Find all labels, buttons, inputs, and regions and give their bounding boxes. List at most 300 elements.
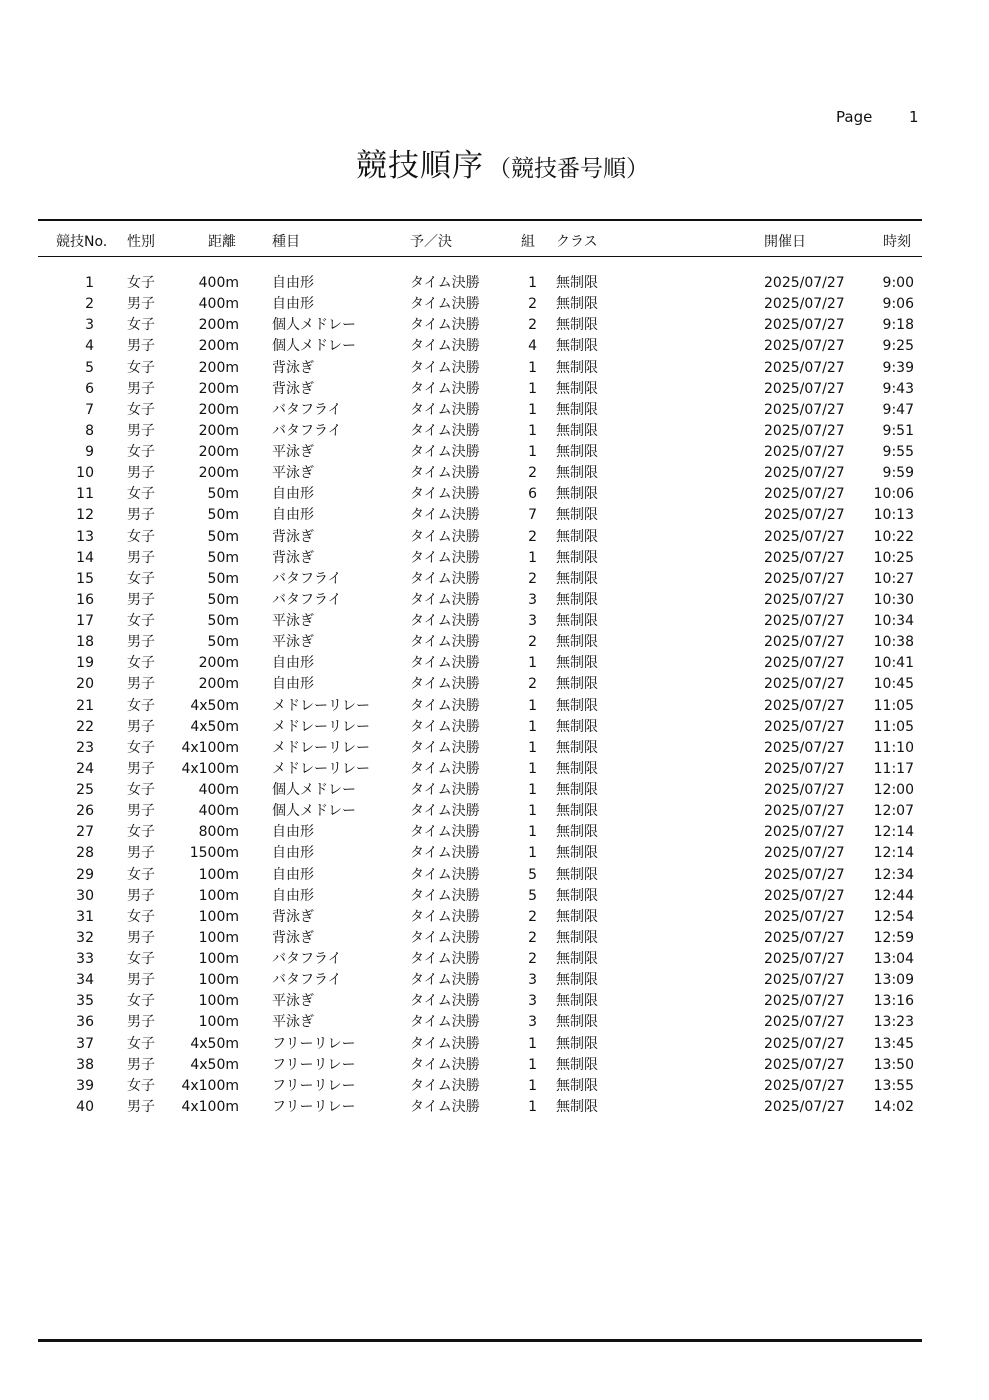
cell-time: 12:54 <box>873 908 914 925</box>
cell-time: 10:13 <box>873 507 914 524</box>
cell-distance: 50m <box>207 507 239 524</box>
cell-time: 10:25 <box>873 549 914 566</box>
cell-time: 9:47 <box>882 401 914 418</box>
cell-distance: 200m <box>198 422 239 439</box>
cell-sex: 男子 <box>127 634 155 651</box>
cell-class: 無制限 <box>556 275 598 291</box>
cell-distance: 1500m <box>189 845 239 862</box>
cell-event: 自由形 <box>272 275 314 291</box>
cell-sex: 女子 <box>127 275 155 291</box>
cell-class: 無制限 <box>556 359 598 376</box>
cell-date: 2025/07/27 <box>764 359 845 376</box>
table-row <box>0 569 989 590</box>
cell-time: 13:09 <box>873 972 914 989</box>
title-sub: （競技番号順） <box>488 156 649 182</box>
cell-sex: 女子 <box>127 359 155 376</box>
cell-round: タイム決勝 <box>410 782 480 798</box>
cell-group: 1 <box>528 718 537 735</box>
cell-sex: 男子 <box>127 549 155 566</box>
cell-no: 2 <box>85 296 94 313</box>
cell-sex: 女子 <box>127 613 155 629</box>
cell-time: 10:22 <box>873 528 914 545</box>
table-row <box>0 1034 989 1055</box>
cell-distance: 400m <box>198 296 239 313</box>
cell-round: タイム決勝 <box>410 422 480 439</box>
cell-class: 無制限 <box>556 866 598 883</box>
cell-distance: 4x50m <box>190 1056 239 1073</box>
cell-class: 無制限 <box>556 422 598 439</box>
cell-distance: 50m <box>207 549 239 566</box>
cell-class: 無制限 <box>556 296 598 313</box>
cell-sex: 男子 <box>127 1098 155 1115</box>
cell-sex: 女子 <box>127 317 155 334</box>
cell-class: 無制限 <box>556 824 598 841</box>
header-date: 開催日 <box>764 234 806 250</box>
cell-time: 11:10 <box>873 739 914 756</box>
cell-no: 33 <box>76 951 94 967</box>
header-round: 予／決 <box>410 234 452 250</box>
cell-distance: 200m <box>198 317 239 334</box>
cell-class: 無制限 <box>556 972 598 989</box>
cell-event: 個人メドレー <box>272 338 356 355</box>
cell-no: 18 <box>76 634 94 651</box>
table-row <box>0 400 989 421</box>
cell-no: 35 <box>76 993 94 1010</box>
cell-round: タイム決勝 <box>410 1035 480 1052</box>
cell-no: 28 <box>76 845 94 862</box>
top-rule <box>38 219 922 221</box>
cell-round: タイム決勝 <box>410 1014 480 1031</box>
cell-sex: 女子 <box>127 993 155 1010</box>
cell-round: タイム決勝 <box>410 507 480 524</box>
cell-round: タイム決勝 <box>410 866 480 883</box>
cell-distance: 200m <box>198 465 239 482</box>
cell-round: タイム決勝 <box>410 676 480 693</box>
cell-no: 25 <box>76 782 94 798</box>
cell-round: タイム決勝 <box>410 1098 480 1115</box>
cell-date: 2025/07/27 <box>764 401 845 418</box>
cell-date: 2025/07/27 <box>764 866 845 883</box>
cell-event: 背泳ぎ <box>272 908 314 925</box>
cell-distance: 800m <box>198 824 239 841</box>
cell-date: 2025/07/27 <box>764 613 845 629</box>
table-row <box>0 421 989 442</box>
cell-class: 無制限 <box>556 760 598 777</box>
table-row <box>0 463 989 484</box>
cell-no: 1 <box>85 275 94 291</box>
cell-distance: 50m <box>207 528 239 545</box>
cell-group: 1 <box>528 359 537 376</box>
cell-date: 2025/07/27 <box>764 444 845 460</box>
cell-time: 9:51 <box>882 422 914 439</box>
table-row <box>0 928 989 949</box>
cell-class: 無制限 <box>556 803 598 820</box>
cell-sex: 男子 <box>127 1056 155 1073</box>
table-row <box>0 949 989 970</box>
cell-group: 1 <box>528 549 537 566</box>
header-group: 組 <box>521 234 535 250</box>
cell-date: 2025/07/27 <box>764 549 845 566</box>
table-row <box>0 717 989 738</box>
cell-event: バタフライ <box>272 422 342 439</box>
cell-class: 無制限 <box>556 1077 598 1094</box>
table-row <box>0 865 989 886</box>
cell-round: タイム決勝 <box>410 887 480 904</box>
cell-group: 3 <box>528 1014 537 1031</box>
cell-distance: 100m <box>198 972 239 989</box>
cell-date: 2025/07/27 <box>764 465 845 482</box>
cell-class: 無制限 <box>556 697 598 714</box>
table-row <box>0 759 989 780</box>
cell-no: 20 <box>76 676 94 693</box>
cell-event: メドレーリレー <box>272 760 370 777</box>
cell-date: 2025/07/27 <box>764 1035 845 1052</box>
cell-class: 無制限 <box>556 908 598 925</box>
cell-group: 1 <box>528 444 537 460</box>
cell-class: 無制限 <box>556 444 598 460</box>
cell-date: 2025/07/27 <box>764 486 845 503</box>
cell-event: メドレーリレー <box>272 739 370 756</box>
cell-date: 2025/07/27 <box>764 507 845 524</box>
cell-distance: 4x50m <box>190 1035 239 1052</box>
cell-no: 22 <box>76 718 94 735</box>
cell-group: 1 <box>528 655 537 672</box>
cell-class: 無制限 <box>556 782 598 798</box>
cell-no: 26 <box>76 803 94 820</box>
cell-class: 無制限 <box>556 486 598 503</box>
cell-date: 2025/07/27 <box>764 845 845 862</box>
cell-no: 7 <box>85 401 94 418</box>
cell-class: 無制限 <box>556 1014 598 1031</box>
cell-distance: 200m <box>198 676 239 693</box>
cell-no: 5 <box>85 359 94 376</box>
cell-time: 9:55 <box>882 444 914 460</box>
cell-event: メドレーリレー <box>272 718 370 735</box>
cell-group: 2 <box>528 951 537 967</box>
cell-date: 2025/07/27 <box>764 338 845 355</box>
table-row <box>0 358 989 379</box>
cell-group: 3 <box>528 591 537 608</box>
cell-date: 2025/07/27 <box>764 697 845 714</box>
cell-round: タイム決勝 <box>410 760 480 777</box>
cell-sex: 男子 <box>127 422 155 439</box>
cell-time: 10:38 <box>873 634 914 651</box>
title-main: 競技順序 <box>356 148 484 184</box>
cell-sex: 女子 <box>127 528 155 545</box>
cell-no: 30 <box>76 887 94 904</box>
header-sex: 性別 <box>127 234 155 250</box>
cell-time: 9:06 <box>882 296 914 313</box>
cell-date: 2025/07/27 <box>764 655 845 672</box>
cell-class: 無制限 <box>556 380 598 397</box>
cell-no: 24 <box>76 760 94 777</box>
cell-no: 3 <box>85 317 94 334</box>
cell-class: 無制限 <box>556 739 598 756</box>
cell-sex: 女子 <box>127 486 155 503</box>
cell-time: 9:43 <box>882 380 914 397</box>
cell-event: 自由形 <box>272 845 314 862</box>
cell-time: 12:14 <box>873 845 914 862</box>
table-row <box>0 273 989 294</box>
table-row <box>0 780 989 801</box>
cell-distance: 400m <box>198 782 239 798</box>
cell-sex: 女子 <box>127 1035 155 1052</box>
cell-time: 13:16 <box>873 993 914 1010</box>
cell-class: 無制限 <box>556 465 598 482</box>
cell-class: 無制限 <box>556 570 598 587</box>
cell-time: 9:18 <box>882 317 914 334</box>
cell-event: メドレーリレー <box>272 697 370 714</box>
cell-date: 2025/07/27 <box>764 1077 845 1094</box>
cell-date: 2025/07/27 <box>764 380 845 397</box>
cell-class: 無制限 <box>556 591 598 608</box>
cell-sex: 女子 <box>127 908 155 925</box>
cell-sex: 男子 <box>127 507 155 524</box>
cell-round: タイム決勝 <box>410 803 480 820</box>
cell-group: 3 <box>528 613 537 629</box>
cell-no: 4 <box>85 338 94 355</box>
cell-group: 1 <box>528 1035 537 1052</box>
cell-distance: 200m <box>198 359 239 376</box>
cell-event: フリーリレー <box>272 1098 356 1115</box>
cell-event: フリーリレー <box>272 1035 356 1052</box>
cell-no: 29 <box>76 866 94 883</box>
cell-time: 10:06 <box>873 486 914 503</box>
cell-sex: 女子 <box>127 739 155 756</box>
cell-date: 2025/07/27 <box>764 972 845 989</box>
cell-class: 無制限 <box>556 401 598 418</box>
cell-date: 2025/07/27 <box>764 908 845 925</box>
cell-distance: 200m <box>198 401 239 418</box>
cell-distance: 4x50m <box>190 718 239 735</box>
cell-sex: 女子 <box>127 866 155 883</box>
cell-date: 2025/07/27 <box>764 782 845 798</box>
cell-class: 無制限 <box>556 951 598 967</box>
table-row <box>0 315 989 336</box>
cell-group: 1 <box>528 1098 537 1115</box>
cell-no: 15 <box>76 570 94 587</box>
cell-time: 12:34 <box>873 866 914 883</box>
header-event: 種目 <box>272 234 300 250</box>
cell-group: 5 <box>528 866 537 883</box>
cell-distance: 4x100m <box>181 739 239 756</box>
cell-no: 31 <box>76 908 94 925</box>
table-row <box>0 907 989 928</box>
table-row <box>0 1012 989 1033</box>
cell-distance: 100m <box>198 887 239 904</box>
table-header <box>0 232 989 250</box>
cell-time: 9:25 <box>882 338 914 355</box>
cell-distance: 100m <box>198 908 239 925</box>
cell-date: 2025/07/27 <box>764 1098 845 1115</box>
cell-time: 12:59 <box>873 929 914 946</box>
cell-distance: 50m <box>207 486 239 503</box>
table-row <box>0 674 989 695</box>
cell-no: 21 <box>76 697 94 714</box>
table-row <box>0 590 989 611</box>
cell-round: タイム決勝 <box>410 845 480 862</box>
cell-event: 自由形 <box>272 887 314 904</box>
cell-group: 2 <box>528 465 537 482</box>
cell-time: 12:44 <box>873 887 914 904</box>
table-row <box>0 653 989 674</box>
cell-distance: 200m <box>198 338 239 355</box>
cell-sex: 女子 <box>127 782 155 798</box>
cell-group: 1 <box>528 1056 537 1073</box>
cell-group: 2 <box>528 317 537 334</box>
cell-distance: 100m <box>198 929 239 946</box>
cell-round: タイム決勝 <box>410 1077 480 1094</box>
cell-sex: 女子 <box>127 444 155 460</box>
cell-group: 1 <box>528 697 537 714</box>
cell-event: 背泳ぎ <box>272 359 314 376</box>
cell-time: 13:04 <box>873 951 914 967</box>
cell-group: 1 <box>528 275 537 291</box>
table-row <box>0 970 989 991</box>
cell-date: 2025/07/27 <box>764 929 845 946</box>
cell-sex: 男子 <box>127 845 155 862</box>
cell-group: 1 <box>528 803 537 820</box>
cell-event: フリーリレー <box>272 1077 356 1094</box>
cell-no: 16 <box>76 591 94 608</box>
cell-round: タイム決勝 <box>410 465 480 482</box>
cell-no: 19 <box>76 655 94 672</box>
cell-no: 11 <box>76 486 94 503</box>
cell-no: 36 <box>76 1014 94 1031</box>
cell-date: 2025/07/27 <box>764 951 845 967</box>
cell-date: 2025/07/27 <box>764 528 845 545</box>
cell-time: 14:02 <box>873 1098 914 1115</box>
cell-event: 平泳ぎ <box>272 613 314 629</box>
cell-distance: 400m <box>198 275 239 291</box>
cell-class: 無制限 <box>556 993 598 1010</box>
cell-no: 27 <box>76 824 94 841</box>
cell-group: 7 <box>528 507 537 524</box>
cell-round: タイム決勝 <box>410 972 480 989</box>
header-distance: 距離 <box>208 234 236 250</box>
cell-group: 1 <box>528 422 537 439</box>
cell-class: 無制限 <box>556 613 598 629</box>
cell-group: 1 <box>528 401 537 418</box>
cell-no: 40 <box>76 1098 94 1115</box>
cell-group: 1 <box>528 760 537 777</box>
cell-time: 13:50 <box>873 1056 914 1073</box>
cell-round: タイム決勝 <box>410 634 480 651</box>
cell-distance: 200m <box>198 655 239 672</box>
cell-sex: 男子 <box>127 591 155 608</box>
cell-class: 無制限 <box>556 655 598 672</box>
table-row <box>0 484 989 505</box>
cell-round: タイム決勝 <box>410 317 480 334</box>
cell-group: 2 <box>528 570 537 587</box>
cell-event: 自由形 <box>272 486 314 503</box>
cell-class: 無制限 <box>556 929 598 946</box>
cell-sex: 女子 <box>127 824 155 841</box>
cell-class: 無制限 <box>556 634 598 651</box>
cell-time: 13:23 <box>873 1014 914 1031</box>
table-row <box>0 1055 989 1076</box>
table-row <box>0 991 989 1012</box>
cell-event: フリーリレー <box>272 1056 356 1073</box>
page-title <box>356 140 649 185</box>
cell-round: タイム決勝 <box>410 951 480 967</box>
cell-date: 2025/07/27 <box>764 422 845 439</box>
cell-event: 平泳ぎ <box>272 465 314 482</box>
cell-no: 23 <box>76 739 94 756</box>
cell-time: 12:07 <box>873 803 914 820</box>
cell-group: 2 <box>528 528 537 545</box>
cell-group: 1 <box>528 824 537 841</box>
header-class: クラス <box>556 234 598 250</box>
cell-date: 2025/07/27 <box>764 739 845 756</box>
cell-sex: 女子 <box>127 570 155 587</box>
cell-event: 自由形 <box>272 676 314 693</box>
cell-group: 1 <box>528 845 537 862</box>
cell-sex: 男子 <box>127 803 155 820</box>
cell-round: タイム決勝 <box>410 570 480 587</box>
cell-class: 無制限 <box>556 1098 598 1115</box>
table-row <box>0 548 989 569</box>
cell-round: タイム決勝 <box>410 296 480 313</box>
cell-distance: 100m <box>198 866 239 883</box>
cell-sex: 女子 <box>127 951 155 967</box>
cell-round: タイム決勝 <box>410 486 480 503</box>
cell-time: 9:59 <box>882 465 914 482</box>
cell-round: タイム決勝 <box>410 613 480 629</box>
table-row <box>0 336 989 357</box>
cell-group: 5 <box>528 887 537 904</box>
cell-sex: 男子 <box>127 718 155 735</box>
cell-no: 13 <box>76 528 94 545</box>
cell-round: タイム決勝 <box>410 359 480 376</box>
cell-no: 8 <box>85 422 94 439</box>
cell-group: 6 <box>528 486 537 503</box>
cell-time: 11:17 <box>873 760 914 777</box>
cell-group: 1 <box>528 782 537 798</box>
cell-distance: 200m <box>198 444 239 460</box>
cell-sex: 男子 <box>127 929 155 946</box>
cell-date: 2025/07/27 <box>764 296 845 313</box>
cell-date: 2025/07/27 <box>764 634 845 651</box>
table-row <box>0 294 989 315</box>
cell-time: 11:05 <box>873 697 914 714</box>
cell-event: 背泳ぎ <box>272 929 314 946</box>
cell-class: 無制限 <box>556 528 598 545</box>
cell-date: 2025/07/27 <box>764 824 845 841</box>
cell-distance: 4x50m <box>190 697 239 714</box>
table-row <box>0 822 989 843</box>
cell-event: 自由形 <box>272 296 314 313</box>
cell-no: 10 <box>76 465 94 482</box>
cell-distance: 200m <box>198 380 239 397</box>
page-label: Page <box>836 108 873 126</box>
cell-class: 無制限 <box>556 1035 598 1052</box>
cell-group: 2 <box>528 929 537 946</box>
cell-event: 自由形 <box>272 824 314 841</box>
cell-event: 自由形 <box>272 655 314 672</box>
cell-group: 1 <box>528 380 537 397</box>
cell-distance: 50m <box>207 634 239 651</box>
cell-no: 39 <box>76 1077 94 1094</box>
cell-class: 無制限 <box>556 338 598 355</box>
cell-sex: 男子 <box>127 1014 155 1031</box>
cell-time: 13:55 <box>873 1077 914 1094</box>
cell-class: 無制限 <box>556 1056 598 1073</box>
cell-group: 2 <box>528 296 537 313</box>
cell-class: 無制限 <box>556 549 598 566</box>
cell-time: 9:39 <box>882 359 914 376</box>
cell-sex: 女子 <box>127 401 155 418</box>
